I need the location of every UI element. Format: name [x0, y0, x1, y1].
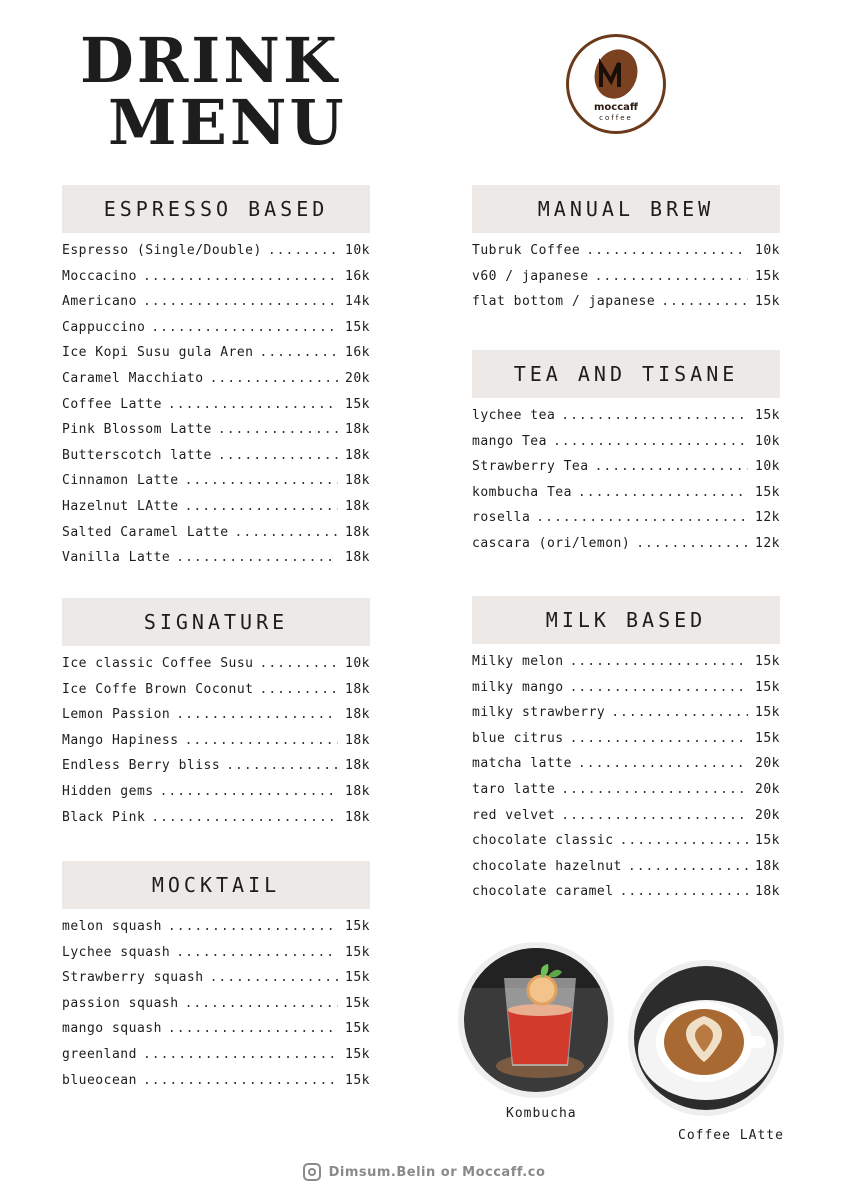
- menu-item: [472, 756, 780, 782]
- menu-item-price: 20k: [755, 807, 780, 823]
- dot-leader: [570, 654, 748, 669]
- dot-leader: [661, 294, 748, 309]
- menu-list: [472, 654, 780, 910]
- menu-item: [62, 1021, 370, 1047]
- menu-item-price: 15k: [755, 833, 780, 849]
- menu-item-name: Espresso (Single/Double): [62, 243, 262, 258]
- menu-item-price: 15k: [755, 294, 780, 310]
- section-title: MANUAL BREW: [472, 185, 780, 233]
- menu-list: [62, 919, 370, 1098]
- menu-item-price: 10k: [345, 243, 370, 258]
- menu-item: [62, 320, 370, 346]
- dot-leader: [570, 680, 748, 695]
- menu-item-price: 18k: [345, 422, 370, 438]
- dot-leader: [185, 996, 338, 1011]
- menu-item-price: 15k: [345, 919, 370, 934]
- menu-item-price: 15k: [345, 1021, 370, 1037]
- menu-item: [62, 448, 370, 474]
- menu-item: [62, 1073, 370, 1099]
- menu-item-name: chocolate classic: [472, 833, 614, 849]
- menu-item-price: 18k: [755, 858, 780, 874]
- logo-sub-text: coffee: [599, 114, 633, 122]
- menu-item-price: 15k: [345, 319, 370, 335]
- dot-leader: [578, 485, 748, 500]
- dot-leader: [561, 808, 748, 823]
- dot-leader: [561, 782, 748, 797]
- menu-item-name: Cinnamon Latte: [62, 473, 179, 489]
- menu-item-price: 18k: [345, 809, 370, 825]
- menu-item: [62, 707, 370, 733]
- menu-item-name: Black Pink: [62, 809, 146, 825]
- dot-leader: [160, 784, 338, 799]
- dot-leader: [578, 756, 748, 771]
- menu-item-price: 18k: [345, 732, 370, 748]
- menu-item-price: 14k: [345, 294, 370, 310]
- menu-item: [472, 808, 780, 834]
- menu-item-name: lychee tea: [472, 408, 556, 423]
- section-manual-brew: [472, 185, 780, 320]
- dot-leader: [218, 422, 338, 437]
- dot-leader: [553, 434, 748, 449]
- menu-item: [62, 970, 370, 996]
- menu-item-name: Mango Hapiness: [62, 732, 179, 748]
- menu-item-price: 10k: [345, 656, 370, 671]
- menu-item: [62, 397, 370, 423]
- dot-leader: [151, 810, 338, 825]
- menu-item-name: Americano: [62, 294, 137, 310]
- menu-item-name: mango squash: [62, 1021, 162, 1037]
- title-line-2: MENU: [108, 86, 347, 159]
- menu-item-price: 15k: [345, 995, 370, 1011]
- dot-leader: [226, 758, 338, 773]
- dot-leader: [185, 733, 338, 748]
- menu-item-name: rosella: [472, 510, 531, 526]
- menu-item-price: 18k: [345, 447, 370, 463]
- menu-item-name: mango Tea: [472, 433, 547, 449]
- menu-item-name: greenland: [62, 1046, 137, 1062]
- menu-item: [62, 550, 370, 576]
- menu-item: [472, 243, 780, 269]
- menu-item-price: 18k: [345, 681, 370, 697]
- dot-leader: [611, 705, 748, 720]
- menu-item-name: kombucha Tea: [472, 484, 572, 500]
- dot-leader: [143, 294, 338, 309]
- menu-item-price: 15k: [755, 408, 780, 423]
- menu-item-name: passion squash: [62, 995, 179, 1011]
- menu-item-name: Caramel Macchiato: [62, 370, 204, 386]
- menu-item-name: Hazelnut LAtte: [62, 498, 179, 514]
- menu-item-name: Pink Blossom Latte: [62, 422, 212, 438]
- menu-item: [62, 269, 370, 295]
- menu-item-name: Lychee squash: [62, 944, 171, 960]
- menu-item-price: 16k: [345, 268, 370, 284]
- menu-item: [472, 782, 780, 808]
- logo-brand-text: moccaff: [594, 102, 638, 113]
- kombucha-drink-illustration: [464, 948, 608, 1092]
- menu-item-name: chocolate hazelnut: [472, 858, 622, 874]
- menu-item-price: 20k: [345, 370, 370, 386]
- menu-item: [62, 371, 370, 397]
- coffee-latte-caption: Coffee LAtte: [678, 1128, 784, 1143]
- menu-item-price: 15k: [345, 944, 370, 960]
- dot-leader: [210, 970, 338, 985]
- menu-item-name: red velvet: [472, 807, 556, 823]
- dot-leader: [536, 510, 748, 525]
- menu-list: [472, 408, 780, 562]
- menu-item: [62, 758, 370, 784]
- dot-leader: [168, 919, 338, 934]
- menu-item-price: 18k: [755, 884, 780, 900]
- menu-item-name: Hidden gems: [62, 783, 154, 799]
- dot-leader: [260, 345, 338, 360]
- menu-item-name: blue citrus: [472, 730, 564, 746]
- menu-list: [472, 243, 780, 320]
- menu-item-name: Butterscotch latte: [62, 447, 212, 463]
- dot-leader: [143, 1047, 338, 1062]
- kombucha-caption: Kombucha: [506, 1106, 577, 1121]
- menu-item-price: 10k: [755, 459, 780, 475]
- menu-item-price: 15k: [345, 970, 370, 986]
- menu-item-price: 15k: [755, 679, 780, 695]
- menu-item-name: milky strawberry: [472, 705, 606, 721]
- dot-leader: [168, 1021, 338, 1036]
- menu-item: [472, 408, 780, 434]
- menu-item: [62, 733, 370, 759]
- dot-leader: [260, 682, 338, 697]
- footer-social-handles: Dimsum.Belin or Moccaff.co: [328, 1164, 546, 1180]
- menu-item: [62, 682, 370, 708]
- menu-item: [472, 705, 780, 731]
- menu-item: [472, 536, 780, 562]
- menu-item-price: 15k: [755, 705, 780, 721]
- menu-item: [62, 473, 370, 499]
- dot-leader: [168, 397, 338, 412]
- menu-item: [62, 499, 370, 525]
- menu-item-price: 15k: [755, 730, 780, 746]
- menu-item-price: 16k: [345, 345, 370, 361]
- menu-item-name: Cappuccino: [62, 319, 146, 335]
- menu-item: [472, 731, 780, 757]
- menu-list: [62, 243, 370, 576]
- menu-item: [62, 1047, 370, 1073]
- coffee-bean-icon: [591, 47, 641, 101]
- menu-item-name: cascara (ori/lemon): [472, 535, 631, 551]
- footer: [0, 1163, 848, 1181]
- menu-item: [62, 243, 370, 269]
- menu-item-price: 18k: [345, 524, 370, 540]
- menu-item-price: 20k: [755, 781, 780, 797]
- menu-item-name: Ice Kopi Susu gula Aren: [62, 345, 254, 361]
- menu-item-price: 15k: [755, 268, 780, 284]
- section-title: ESPRESSO BASED: [62, 185, 370, 233]
- dot-leader: [176, 707, 338, 722]
- menu-item-name: Ice Coffe Brown Coconut: [62, 681, 254, 697]
- menu-item: [62, 422, 370, 448]
- dot-leader: [595, 459, 748, 474]
- menu-item-price: 18k: [345, 473, 370, 489]
- section-mocktail: [62, 861, 370, 1098]
- menu-item: [472, 680, 780, 706]
- menu-item-name: milky mango: [472, 679, 564, 695]
- menu-list: [62, 656, 370, 835]
- menu-item-name: Vanilla Latte: [62, 550, 171, 566]
- menu-item-price: 15k: [755, 654, 780, 669]
- menu-item: [62, 996, 370, 1022]
- menu-item: [62, 525, 370, 551]
- menu-item: [472, 294, 780, 320]
- menu-item-name: flat bottom / japanese: [472, 294, 656, 310]
- menu-item-price: 15k: [345, 1072, 370, 1088]
- dot-leader: [561, 408, 748, 423]
- dot-leader: [570, 731, 748, 746]
- menu-item-name: Endless Berry bliss: [62, 758, 221, 774]
- menu-item-price: 10k: [755, 433, 780, 449]
- dot-leader: [268, 243, 338, 258]
- menu-item: [62, 294, 370, 320]
- menu-item-price: 18k: [345, 550, 370, 566]
- dot-leader: [235, 525, 338, 540]
- menu-item-name: Tubruk Coffee: [472, 243, 581, 258]
- menu-item-name: Strawberry Tea: [472, 459, 589, 475]
- section-milk-based: [472, 596, 780, 910]
- menu-item-name: melon squash: [62, 919, 162, 934]
- menu-item: [62, 784, 370, 810]
- menu-item-name: matcha latte: [472, 756, 572, 772]
- dot-leader: [628, 859, 748, 874]
- dot-leader: [620, 884, 748, 899]
- section-title: TEA AND TISANE: [472, 350, 780, 398]
- menu-item-name: Milky melon: [472, 654, 564, 669]
- menu-item: [62, 810, 370, 836]
- menu-item: [472, 269, 780, 295]
- section-signature: [62, 598, 370, 835]
- menu-item-name: Coffee Latte: [62, 396, 162, 412]
- menu-item-name: Strawberry squash: [62, 970, 204, 986]
- menu-item-price: 18k: [345, 758, 370, 774]
- dot-leader: [176, 550, 338, 565]
- dot-leader: [143, 1073, 338, 1088]
- menu-item: [472, 833, 780, 859]
- menu-item-name: chocolate caramel: [472, 884, 614, 900]
- menu-item-name: taro latte: [472, 781, 556, 797]
- menu-item-price: 18k: [345, 783, 370, 799]
- kombucha-photo: [458, 942, 614, 1098]
- menu-item-name: v60 / japanese: [472, 268, 589, 284]
- dot-leader: [636, 536, 748, 551]
- dot-leader: [176, 945, 338, 960]
- menu-item: [472, 459, 780, 485]
- section-title: SIGNATURE: [62, 598, 370, 646]
- page-title: [80, 24, 347, 159]
- menu-item-price: 12k: [755, 535, 780, 551]
- dot-leader: [143, 269, 338, 284]
- menu-item: [62, 345, 370, 371]
- dot-leader: [260, 656, 338, 671]
- section-espresso-based: [62, 185, 370, 576]
- dot-leader: [185, 473, 338, 488]
- menu-item-price: 12k: [755, 510, 780, 526]
- menu-item: [62, 945, 370, 971]
- menu-item-price: 15k: [345, 1046, 370, 1062]
- menu-item: [62, 656, 370, 682]
- dot-leader: [595, 269, 748, 284]
- dot-leader: [586, 243, 748, 258]
- menu-item: [62, 919, 370, 945]
- coffee-latte-photo: [628, 960, 784, 1116]
- menu-item-name: Lemon Passion: [62, 707, 171, 723]
- latte-illustration: [634, 966, 778, 1110]
- dot-leader: [620, 833, 748, 848]
- menu-item-price: 15k: [755, 484, 780, 500]
- dot-leader: [218, 448, 338, 463]
- title-line-1: DRINK: [80, 24, 340, 97]
- section-title: MOCKTAIL: [62, 861, 370, 909]
- menu-item-price: 18k: [345, 707, 370, 723]
- menu-item: [472, 510, 780, 536]
- dot-leader: [151, 320, 338, 335]
- menu-item-name: blueocean: [62, 1072, 137, 1088]
- menu-item-name: Moccacino: [62, 268, 137, 284]
- menu-item: [472, 884, 780, 910]
- section-title: MILK BASED: [472, 596, 780, 644]
- menu-item-price: 18k: [345, 498, 370, 514]
- menu-item-price: 10k: [755, 243, 780, 258]
- dot-leader: [185, 499, 338, 514]
- section-tea-and-tisane: [472, 350, 780, 562]
- dot-leader: [210, 371, 338, 386]
- menu-item-price: 15k: [345, 396, 370, 412]
- menu-item-name: Salted Caramel Latte: [62, 524, 229, 540]
- menu-item: [472, 485, 780, 511]
- instagram-icon: [303, 1163, 321, 1181]
- moccaff-logo: [566, 34, 666, 134]
- menu-item: [472, 654, 780, 680]
- menu-item: [472, 859, 780, 885]
- menu-item-name: Ice classic Coffee Susu: [62, 656, 254, 671]
- menu-item-price: 20k: [755, 756, 780, 772]
- menu-item: [472, 434, 780, 460]
